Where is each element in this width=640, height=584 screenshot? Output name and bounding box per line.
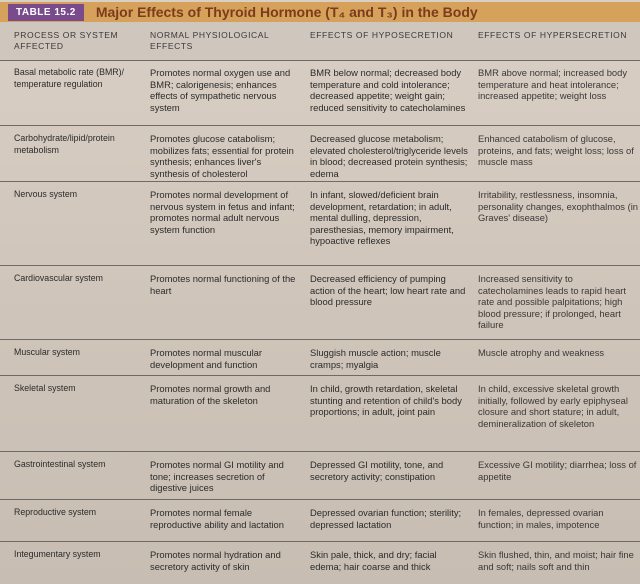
cell-normal: Promotes normal muscular development and function	[150, 347, 263, 370]
cell-hyper: In females, depressed ovarian function; in males, impotence	[478, 507, 604, 530]
cell-normal: Promotes normal growth and maturation of the skeleton	[150, 383, 271, 406]
cell-normal: Promotes normal functioning of the heart	[150, 273, 296, 296]
cell-system: Carbohydrate/lipid/protein metabolism	[14, 133, 115, 155]
header-hypersecretion: EFFECTS OF HYPERSECRETION	[478, 30, 628, 40]
table-row	[0, 500, 640, 542]
table-header-row	[0, 22, 640, 61]
table-number-tag: TABLE 15.2	[8, 4, 84, 21]
table-row	[0, 542, 640, 582]
cell-hypo: Decreased efficiency of pumping action of the heart; low heart rate and blood pressure	[310, 273, 466, 308]
cell-system: Gastrointestinal system	[14, 459, 106, 469]
cell-system: Integumentary system	[14, 549, 101, 559]
table-title-bar	[0, 2, 640, 22]
cell-system: Cardiovascular system	[14, 273, 103, 283]
cell-hypo: In infant, slowed/deficient brain development, retardation; in adult, mental dulling, depression, paresthesias, memory impairment, hypoactive reflexes	[310, 189, 454, 247]
cell-hyper: Skin flushed, thin, and moist; hair fine and soft; nails soft and thin	[478, 549, 634, 572]
cell-hypo: Sluggish muscle action; muscle cramps; myalgia	[310, 347, 441, 370]
cell-normal: Promotes glucose catabolism; mobilizes fats; essential for protein synthesis; enhances liver's synthesis of cholesterol	[150, 133, 294, 179]
cell-hyper: Excessive GI motility; diarrhea; loss of appetite	[478, 459, 637, 482]
table-row	[0, 340, 640, 376]
cell-hypo: Skin pale, thick, and dry; facial edema; hair coarse and thick	[310, 549, 437, 572]
cell-normal: Promotes normal GI motility and tone; increases secretion of digestive juices	[150, 459, 284, 494]
table-row	[0, 376, 640, 452]
table-title: Major Effects of Thyroid Hormone (T₄ and T₃) in the Body	[95, 4, 478, 20]
table-row	[0, 182, 640, 266]
table-body	[0, 60, 640, 582]
cell-system: Nervous system	[14, 189, 78, 199]
table-row	[0, 126, 640, 182]
table-row	[0, 452, 640, 500]
header-hyposecretion: EFFECTS OF HYPOSECRETION	[310, 30, 454, 40]
cell-hypo: Decreased glucose metabolism; elevated cholesterol/triglyceride levels in blood; decreased protein synthesis; edema	[310, 133, 468, 179]
cell-normal: Promotes normal hydration and secretory activity of skin	[150, 549, 281, 572]
cell-hyper: Increased sensitivity to catecholamines leads to rapid heart rate and possible palpitations; high blood pressure; if prolonged, heart failure	[478, 273, 627, 331]
cell-hyper: Muscle atrophy and weakness	[478, 347, 605, 358]
cell-hypo: Depressed GI motility, tone, and secretory activity; constipation	[310, 459, 444, 482]
cell-system: Basal metabolic rate (BMR)/ temperature regulation	[14, 67, 124, 89]
cell-normal: Promotes normal oxygen use and BMR; calorigenesis; enhances effects of sympathetic nervous system	[150, 67, 291, 113]
cell-hyper: BMR above normal; increased body temperature and heat intolerance; increased appetite; weight loss	[478, 67, 628, 102]
table-row	[0, 60, 640, 126]
cell-hypo: BMR below normal; decreased body temperature and cold intolerance; decreased appetite; weight gain; reduced sensitivity to catecholamines	[310, 67, 466, 113]
cell-hypo: Depressed ovarian function; sterility; depressed lactation	[310, 507, 462, 530]
header-normal-effects: NORMAL PHYSIOLOGICAL EFFECTS	[150, 30, 270, 51]
cell-hyper: Irritability, restlessness, insomnia, personality changes, exophthalmos (in Graves' disease)	[478, 189, 638, 224]
cell-hypo: In child, growth retardation, skeletal stunting and retention of child's body proportions; in adult, joint pain	[310, 383, 462, 418]
cell-system: Muscular system	[14, 347, 80, 357]
cell-system: Reproductive system	[14, 507, 97, 517]
cell-normal: Promotes normal female reproductive ability and lactation	[150, 507, 284, 530]
cell-system: Skeletal system	[14, 383, 76, 393]
cell-hyper: Enhanced catabolism of glucose, proteins, and fats; weight loss; loss of muscle mass	[478, 133, 634, 168]
cell-normal: Promotes normal development of nervous system in fetus and infant; promotes normal adult nervous system function	[150, 189, 295, 235]
table-row	[0, 266, 640, 340]
header-system: PROCESS OR SYSTEM AFFECTED	[14, 30, 119, 51]
cell-hyper: In child, excessive skeletal growth initially, followed by early epiphyseal closure and short stature; in adult, demineralization of skeleton	[478, 383, 628, 429]
